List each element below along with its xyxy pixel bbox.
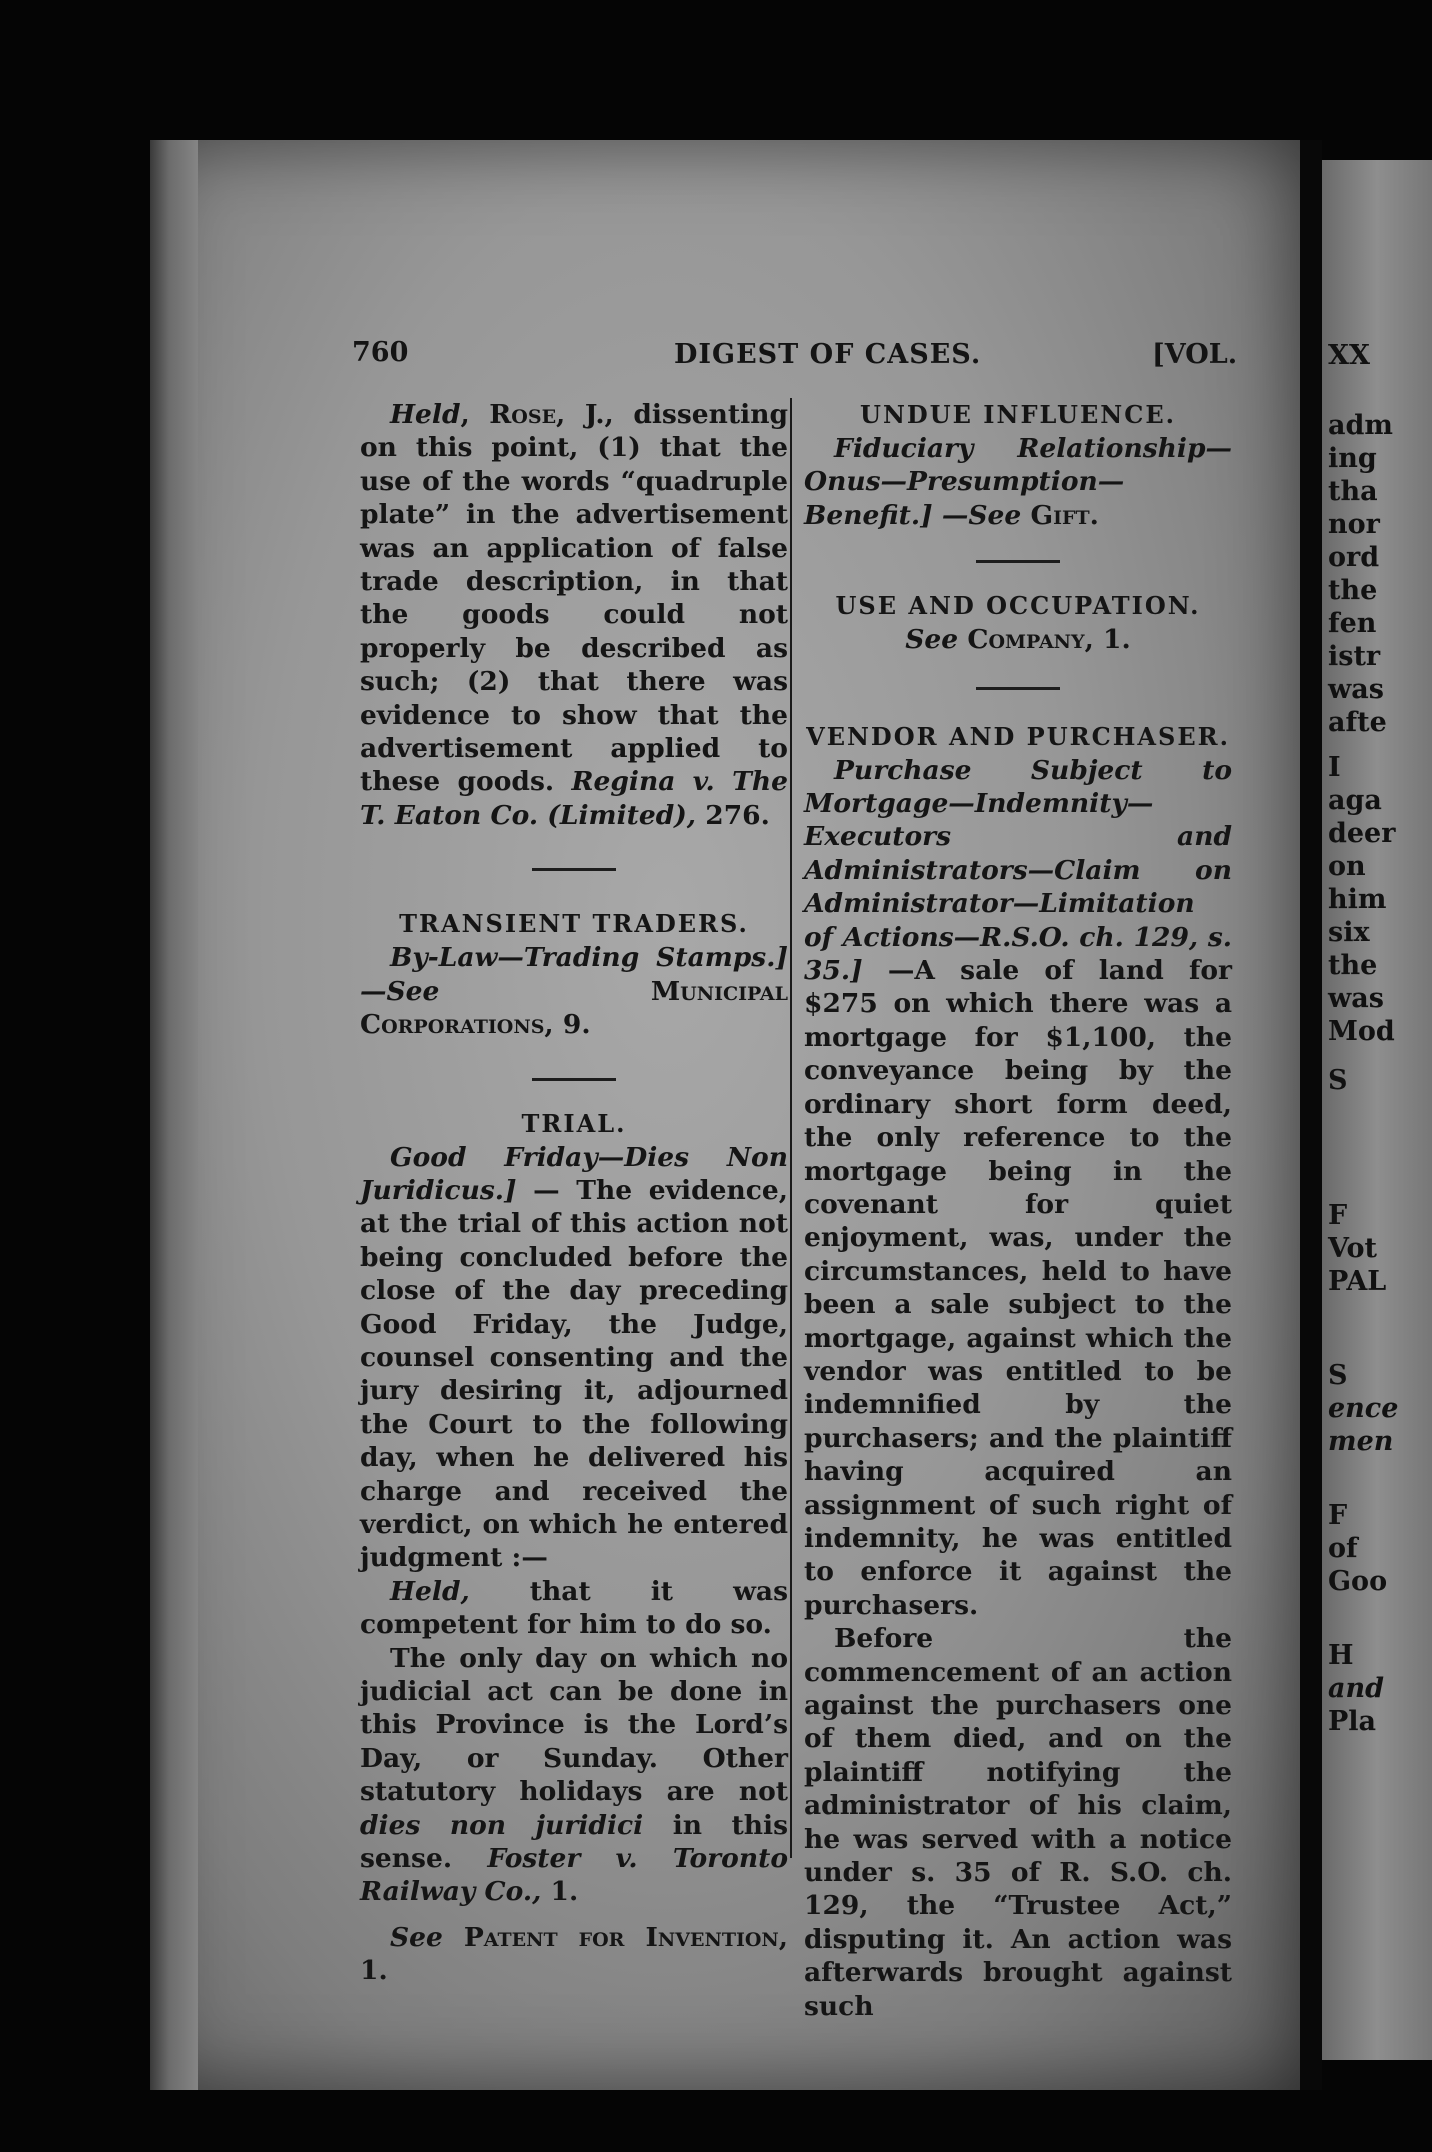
heading-transient-traders: TRANSIENT TRADERS.: [399, 909, 749, 939]
adjacent-page-text: ing: [1328, 443, 1377, 474]
catchwords: By-Law—Trading Stamps.]: [390, 942, 788, 974]
adjacent-page-text: was: [1328, 983, 1384, 1014]
case-page: 1.: [550, 1876, 579, 1908]
adjacent-page-text: Mod: [1328, 1016, 1395, 1047]
adjacent-page-text: H: [1328, 1640, 1354, 1671]
adjacent-page-text: of: [1328, 1533, 1358, 1564]
vendor-text: —A sale of land for $275 on which there was a mortgage for $1,100, the conveyance being by the ordinary short form deed, the only reference to the mortgage being in the covenant for quiet enjoyment, was, under the circumstances, held to have been a sale subject to the mortgage, against which the vendor was entitled to be indemnified by the purchasers; and the plaintiff having acquired an assignment of such right of indemnity, he was entitled to enforce it against the purchasers.: [804, 955, 1232, 1621]
adjacent-page-text: nor: [1328, 509, 1380, 540]
latin-phrase: dies non juridici: [360, 1809, 644, 1841]
see-label: See: [390, 1921, 443, 1953]
page-binding-edge: [150, 140, 198, 2090]
heading-undue-influence: UNDUE INFLUENCE.: [860, 400, 1176, 429]
adjacent-page-fragment: [1322, 160, 1432, 2060]
case-page: 276.: [705, 799, 770, 831]
adjacent-page-text: ord: [1328, 542, 1380, 573]
heading-trial: TRIAL.: [521, 1108, 627, 1138]
judge-name: Rose, J.,: [489, 399, 614, 430]
adjacent-page-text: on: [1328, 851, 1366, 882]
see-label: —See: [360, 975, 440, 1007]
case-citation: Regina v. The T. Eaton Co. (Limited),: [360, 766, 788, 831]
adjacent-page-text: S: [1328, 1065, 1348, 1096]
adjacent-page-text: the: [1328, 950, 1378, 981]
right-column: [804, 398, 1232, 2023]
column-divider: [790, 398, 792, 1858]
held-text: that it was competent for him to do so.: [360, 1575, 788, 1641]
cross-reference-number: 9.: [562, 1009, 591, 1041]
held-label: Held,: [390, 1575, 470, 1607]
adjacent-page-text: F: [1328, 1200, 1348, 1231]
held-label: Held: [390, 399, 461, 430]
adjacent-page-text: PAL: [1328, 1266, 1387, 1297]
adjacent-page-text: tha: [1328, 476, 1378, 507]
adjacent-page-text: Vot: [1328, 1233, 1377, 1264]
adjacent-page-text: ence: [1328, 1393, 1399, 1424]
catchwords: Purchase Subject to Mortgage—Indemnity—Executors and Administrators—Claim on Administrator—Limitation of Actions—R.S.O. ch. 129, s. 35.]: [804, 754, 1232, 987]
trial-text-2: The only day on which no judicial act can be done in this Province is the Lord’s Day, or Sunday. Other statutory holidays are not: [360, 1642, 788, 1808]
adjacent-page-text: was: [1328, 674, 1384, 705]
adjacent-page-text: the: [1328, 575, 1378, 606]
adjacent-page-text: Pla: [1328, 1706, 1377, 1737]
adjacent-page-text: F: [1328, 1500, 1348, 1531]
see-label: —See: [941, 499, 1022, 531]
cross-reference: Company, 1.: [967, 624, 1131, 656]
adjacent-page-text: adm: [1328, 410, 1393, 441]
catchwords: Good Friday—Dies Non Juridicus.]: [360, 1141, 788, 1206]
trial-entry: [360, 1141, 788, 1575]
trial-held: [360, 1575, 788, 1642]
catchwords: Fiduciary Relationship—Onus—Presumption—Benefit.]: [804, 433, 1232, 531]
heading-vendor-and-purchaser: VENDOR AND PURCHASER.: [806, 721, 1230, 751]
vendor-paragraph-2: Before the commencement of an action against the purchasers one of them died, and on the plaintiff notifying the administrator of his claim, he was served with a notice under s. 35 of R. S.O. ch. 129, the “Trustee Act,” disputing it. An action was afterwards brought against such: [804, 1623, 1232, 2022]
page-header: [352, 337, 1252, 377]
adjacent-page-text: deer: [1328, 818, 1396, 849]
case-citation: Foster v. Toronto Railway Co.,: [360, 1843, 788, 1908]
adjacent-page-text: I: [1328, 752, 1341, 783]
transient-entry: [360, 941, 788, 1041]
trial-text-end: in this sense.: [360, 1809, 789, 1875]
trial-see-also: [360, 1921, 788, 1988]
adjacent-page-text: men: [1328, 1426, 1394, 1457]
adjacent-page-text: and: [1328, 1673, 1385, 1704]
adjacent-page-text: aga: [1328, 785, 1382, 816]
left-column: [360, 398, 788, 1988]
trial-paragraph-2: [360, 1642, 788, 1909]
running-title: DIGEST OF CASES.: [674, 339, 982, 370]
cross-reference: Patent for Invention, 1.: [360, 1921, 788, 1987]
held-text: dissenting on this point, (1) that the use of the words “quadruple plate” in the advertisement was an application of false trade description, in that the goods could not properly be described as such; (2) that there was evidence to show that the advertisement applied to these goods.: [360, 399, 788, 798]
volume-label: [VOL.: [1152, 339, 1238, 370]
adjacent-page-text: XX: [1328, 340, 1370, 371]
undue-entry: [804, 432, 1232, 532]
cross-reference: Gift.: [1030, 499, 1099, 531]
trial-text: — The evidence, at the trial of this action not being concluded before the close of the day preceding Good Friday, the Judge, counsel consenting and the jury desiring it, adjourned the Court to the following day, when he delivered his charge and received the verdict, on which he entered judgment :—: [360, 1174, 788, 1574]
page-number: 760: [352, 337, 409, 368]
adjacent-page-text: six: [1328, 917, 1370, 948]
held-paragraph: Held, Rose, J., dissenting on this point, (1) that the use of the words “quadruple plate” in the advertisement was an application of false trade description, in that the goods could not properly be described as such; (2) that there was evidence to show that the advertisement applied to these goods. Regina v. The T. Eaton Co. (Limited), 276.: [360, 399, 788, 831]
adjacent-page-text: him: [1328, 884, 1387, 915]
vendor-entry: [804, 754, 1232, 1623]
adjacent-page-text: afte: [1328, 707, 1387, 738]
cross-reference: Municipal Corporations,: [360, 975, 788, 1041]
heading-use-and-occupation: USE AND OCCUPATION.: [835, 591, 1201, 621]
see-label: See: [905, 624, 959, 656]
adjacent-page-text: S: [1328, 1360, 1348, 1391]
adjacent-page-text: istr: [1328, 641, 1381, 672]
page-gutter: [1300, 140, 1322, 2090]
adjacent-page-text: Goo: [1328, 1566, 1388, 1597]
use-entry: [804, 623, 1232, 656]
adjacent-page-text: fen: [1328, 608, 1377, 639]
